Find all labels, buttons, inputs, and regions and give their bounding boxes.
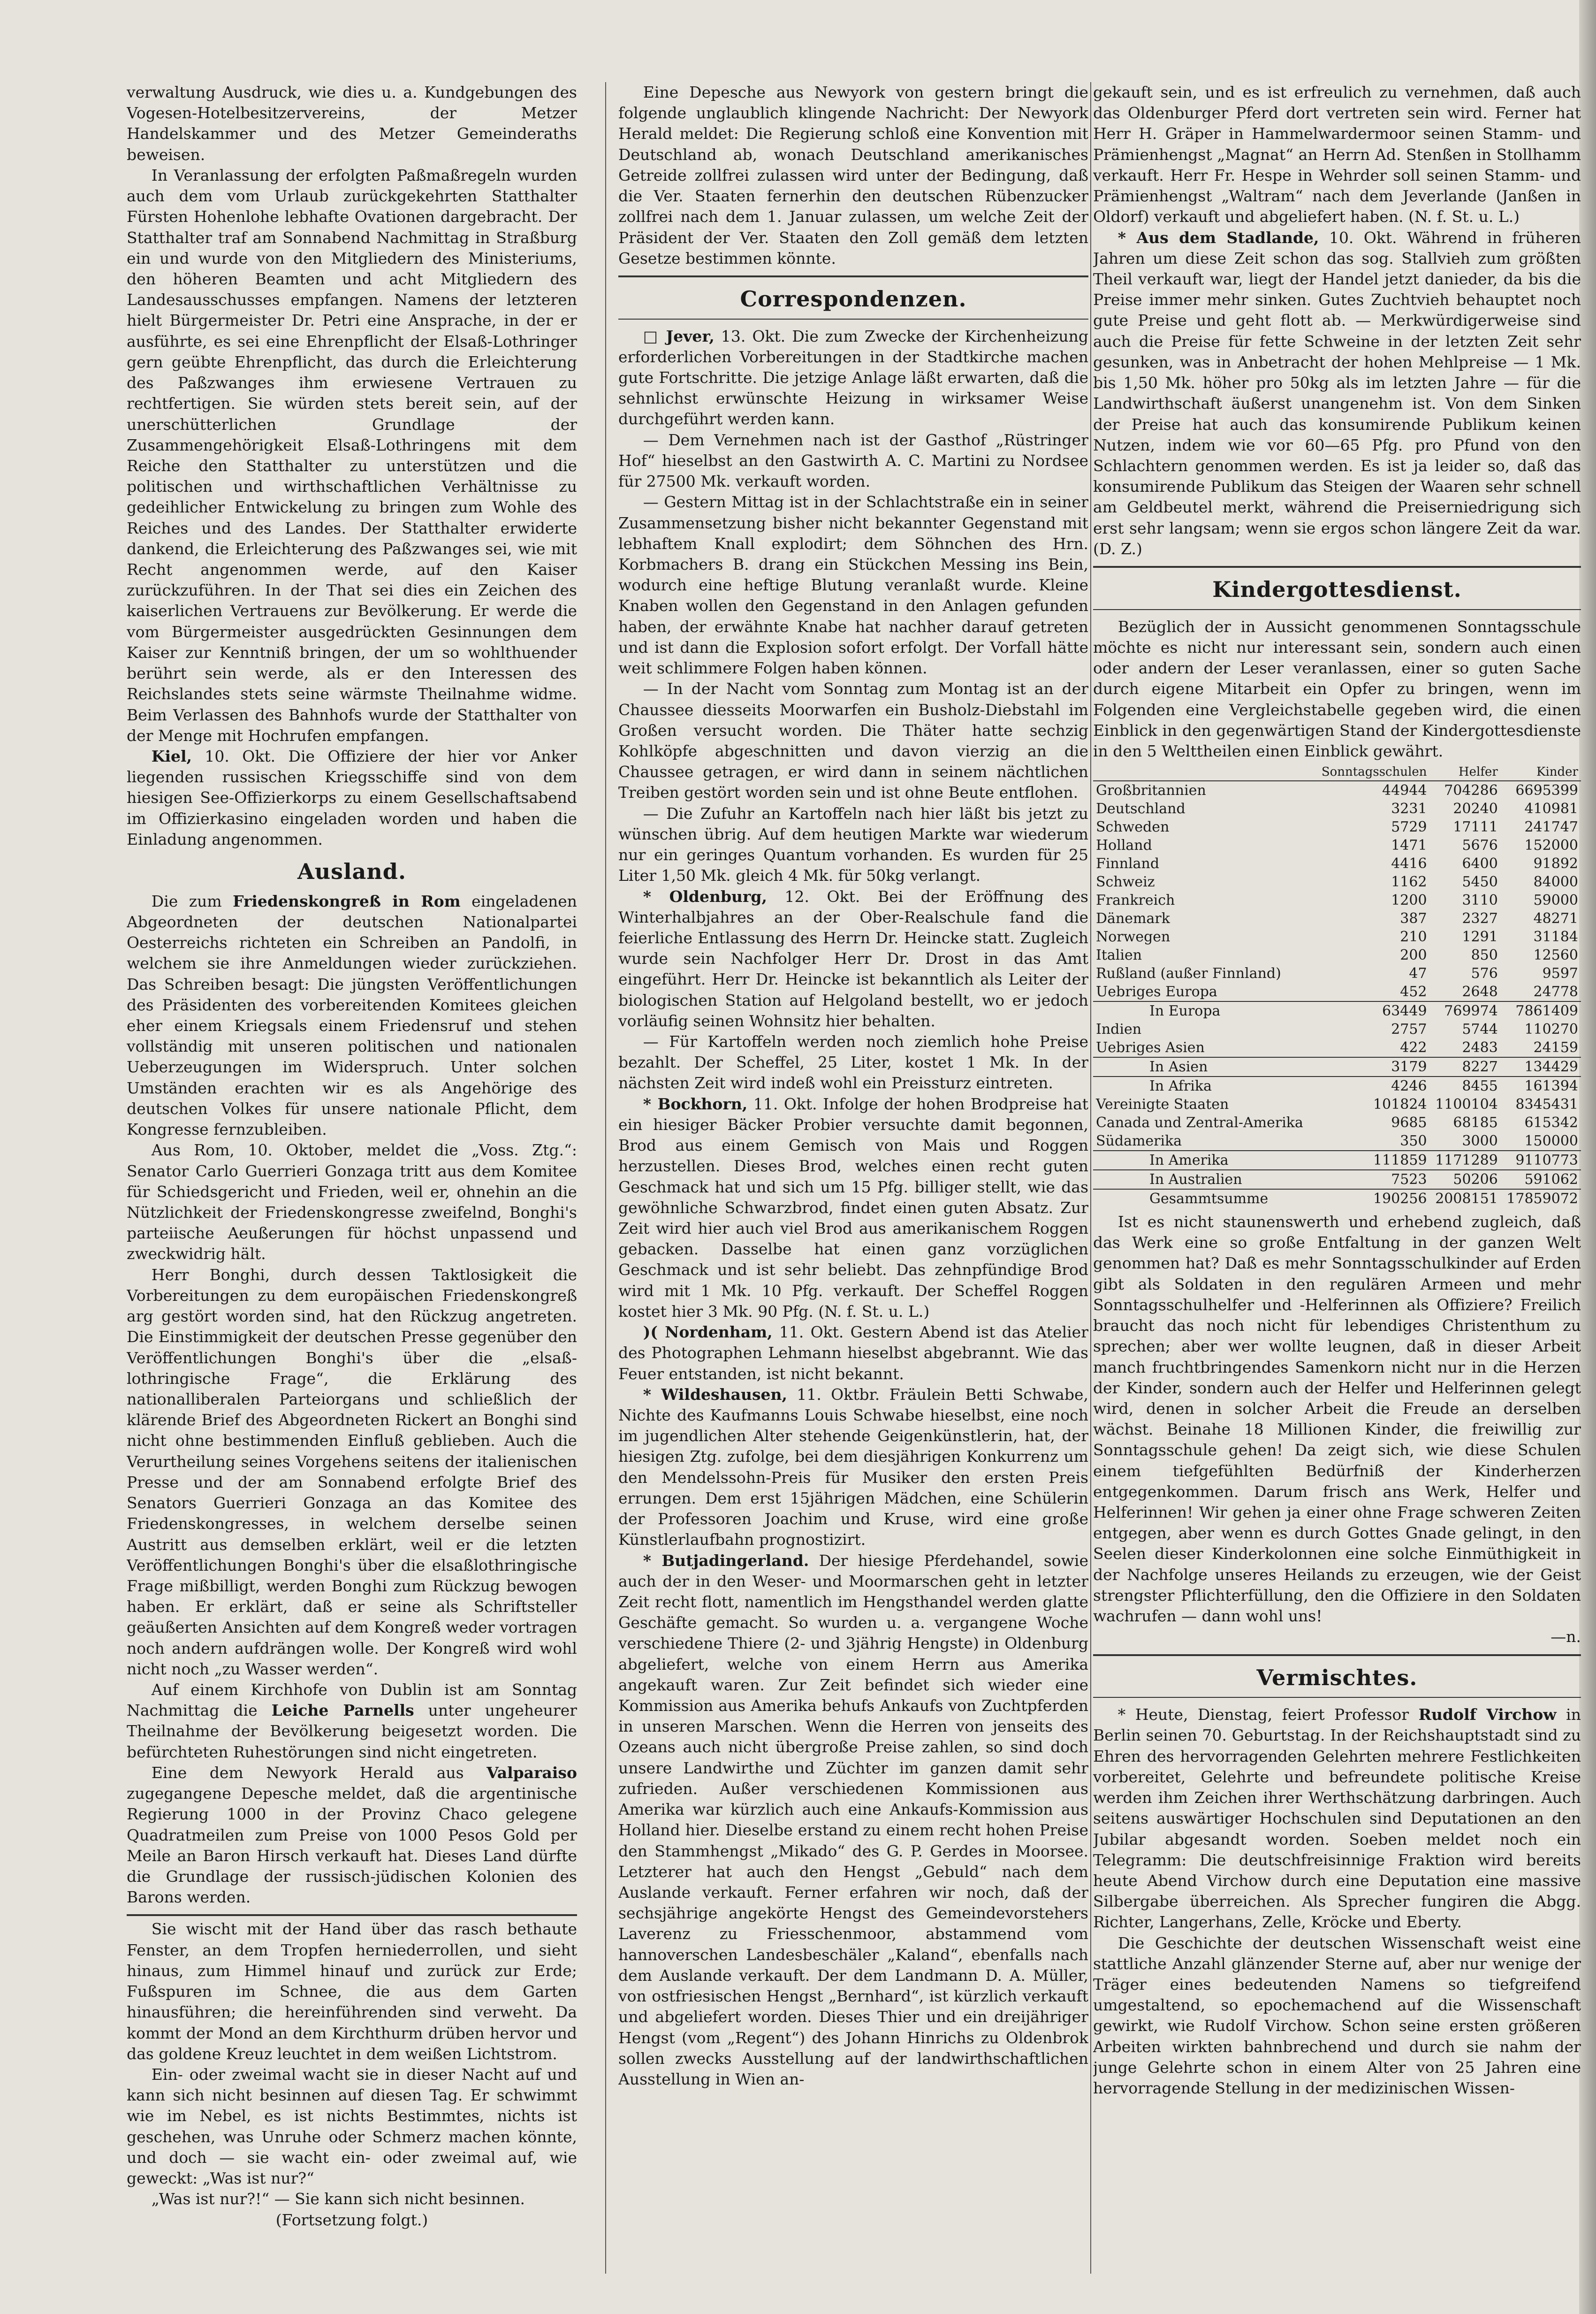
table-row — [1093, 1095, 1581, 1114]
table-cell-value: 134429 — [1501, 1057, 1581, 1077]
column-divider — [1090, 82, 1091, 2274]
article-paragraph: Herr Bonghi, durch dessen Taktlosigkeit die Vorbereitungen zu dem europäischen Friedenskongreß arg gestört worden sind, hat den Rückzug angetreten. Die Einstimmigkeit der deutschen Presse gegenüber den Veröffentlichungen Bonghi's über die „elsaß-lothringische Frage“, die Erklärung des nationalliberalen Parteiorgans und schließlich der klärende Brief des Abgeordneten Rickert an Bonghi sind nicht ohne bestimmenden Einfluß geblieben. Auch die Verurtheilung seines Vorgehens seitens der italienischen Presse und der am Sonnabend erfolgte Brief des Senators Guerrieri Gonzaga an das Komitee des Friedenskongresses, in welchem derselbe seinen Austritt aus demselben erklärt, weil er die letzten Veröffentlichungen Bonghi's über die elsaßlothringische Frage mißbilligt, werden Bonghi zum Rückzug bewogen haben. Er erklärt, daß er seine als Schriftsteller geäußerten Ansichten auf dem Kongreß weder vortragen noch andern aufdrängen wolle. Der Kongreß wird wohl nicht noch „zu Wasser werden“. — [127, 1265, 577, 1678]
article-text: 10. Okt. Die Offiziere der hier vor Anker liegenden russischen Kriegsschiffe sind von dem hiesigen See-Offizierkorps zu einem Gesellschaftsabend im Offizierkasino eingeladen worden und haben die Einladung angenommen. — [127, 747, 577, 848]
table-row — [1093, 946, 1581, 964]
table-cell-value: 3110 — [1462, 892, 1498, 909]
table-cell-label: Norwegen — [1096, 928, 1170, 945]
table-cell-value: 6695399 — [1515, 782, 1578, 799]
table-header: Helfer — [1430, 764, 1501, 781]
table-cell-label: Deutschland — [1096, 800, 1186, 817]
table-cell-value: 152000 — [1524, 837, 1578, 854]
table-cell-value: 190256 — [1315, 1189, 1430, 1208]
article-paragraph — [618, 1094, 1088, 1322]
article-text: in Berlin seinen 70. Geburtstag. In der Reichshauptstadt sind zu Ehren des hervorragenden Gelehrten mehrere Festlichkeiten vorbereitet, Gelehrte und befreundete politische Kreise werden ihm Zeichen ihrer Werthschätzung darbringen. Auch seitens auswärtiger Hochschulen sind Deputationen an den Jubilar abgesandt worden. Soeben meldet noch ein Telegramm: Die deutschfreisinnige Fraktion wird bereits heute Abend Virchow durch eine Deputation eine massive Silbergabe überreichen. Als Sprecher fungiren die Abgg. Richter, Langerhans, Zelle, Kröcke und Eberty. — [1093, 1705, 1581, 1932]
table-cell-value: 1171289 — [1430, 1151, 1501, 1170]
article-text: Auf einem Kirchhofe von Dublin ist am Sonntag Nachmittag die — [127, 1680, 577, 1720]
column-3 — [1093, 82, 1581, 2278]
table-cell-value: 9685 — [1391, 1114, 1427, 1131]
table-cell-value: 2008151 — [1430, 1189, 1501, 1208]
section-rule — [618, 275, 1088, 277]
article-text: 13. Okt. Die zum Zwecke der Kirchenheizung erforderlichen Vorbereitungen in der Stadtkirche machen gute Fortschritte. Die jetzige Anlage läßt erwarten, daß die sehnlichst erwünschte Heizung in wirksamer Weise durchgeführt werden kann. — [618, 327, 1088, 428]
table-cell-label: Rußland (außer Finnland) — [1096, 965, 1281, 982]
article-text: * Heute, Dienstag, feiert Professor — [1117, 1705, 1419, 1724]
table-cell-value: 200 — [1400, 947, 1427, 963]
place-name: Kiel, — [151, 747, 192, 765]
article-paragraph: — Gestern Mittag ist in der Schlachtstraße ein in seiner Zusammensetzung bisher nicht bekannter Gegenstand mit lebhaftem Knall explodirt; dem Söhnchen des Hrn. Korbmachers B. drang ein Stückchen Messing ins Bein, wodurch eine heftige Blutung veranlaßt wurde. Kleine Knaben wollen den Gegenstand in den Anlagen gefunden haben, der erwähnte Knabe hat nachher darauf getreten und ist dann die Explosion sofort erfolgt. Der Vorfall hätte weit schlimmere Folgen haben können. — [618, 493, 1088, 678]
table-cell-value: 17111 — [1453, 818, 1498, 835]
article-paragraph — [127, 1763, 577, 1908]
article-text: Die zum — [151, 892, 233, 910]
table-cell-value: 576 — [1471, 965, 1498, 982]
article-paragraph: In Veranlassung der erfolgten Paßmaßregeln wurden auch dem vom Urlaub zurückgekehrten Statthalter Fürsten Hohenlohe lebhafte Ovationen dargebracht. Der Statthalter traf am Sonnabend Nachmittag in Straßburg ein und wurde von den Mitgliedern des Ministeriums, den höheren Beamten und acht Mitgliedern des Landesausschusses empfangen. Namens der letzteren hielt Bürgermeister Dr. Petri eine Ansprache, in der er ausführte, es sei eine Ehrenpflicht der Elsaß-Lothringer gern geübte Ehrenpflicht, das durch die Erleichterung des Paßzwanges ihm erwiesene Vertrauen zu rechtfertigen. Sie würden stets bereit sein, auf der unerschütterlichen Grundlage der Zusammengehörigkeit Elsaß-Lothringens mit dem Reiche den Statthalter zu unterstützen und die politischen und wirthschaftlichen Verhältnisse zu gedeihlicher Entwickelung zu bringen zum Wohle des Reiches und des Landes. Der Statthalter erwiderte dankend, die Erleichterung des Paßzwanges sei, wie mit Recht angenommen werde, auf den Kaiser zurückzuführen. In der That sei dies ein Zeichen des kaiserlichen Vertrauens zur Bevölkerung. Er werde die vom Bürgermeister ausgedrückten Gesinnungen dem Kaiser zur Kenntniß bringen, der um so wohlthuender berührt sein werde, als er den Interessen des Reichslandes stets seine wärmste Theilnahme widme. Beim Verlassen des Bahnhofs wurde der Statthalter von der Menge mit Hochrufen empfangen. — [127, 166, 577, 745]
table-cell-label: Italien — [1096, 947, 1142, 963]
article-paragraph: — Dem Vernehmen nach ist der Gasthof „Rüstringer Hof“ hieselbst an den Gastwirth A. C. Martini zu Nordsee für 27500 Mk. verkauft worden. — [618, 430, 1088, 491]
table-cell-value: 2327 — [1462, 910, 1498, 927]
column-1 — [127, 82, 577, 2278]
table-cell-value: 1200 — [1391, 892, 1427, 909]
table-cell-value: 5729 — [1391, 818, 1427, 835]
table-cell-value: 2757 — [1391, 1021, 1427, 1038]
table-subtotal-row — [1093, 1189, 1581, 1208]
article-paragraph — [127, 1680, 577, 1763]
table-cell-value: 4416 — [1391, 855, 1427, 872]
table-cell-label: Uebriges Asien — [1096, 1039, 1205, 1056]
article-paragraph — [1093, 228, 1581, 560]
table-cell-value: 5744 — [1462, 1021, 1498, 1038]
signature: —n. — [1550, 1627, 1581, 1646]
table-subtotal-row — [1093, 1077, 1581, 1095]
table-row — [1093, 781, 1581, 800]
feuilleton-paragraph: Ein- oder zweimal wacht sie in dieser Nacht auf und kann sich nicht besinnen auf diesen Tag. Er schwimmt wie im Nebel, es ist nichts Bestimmtes, nichts ist geschehen, was Unruhe oder Schmerz machen könnte, und doch — sie wacht ein- oder zweimal auf, wie geweckt: „Was ist nur?“ — [127, 2065, 577, 2188]
continuation-note: (Fortsetzung folgt.) — [275, 2210, 428, 2229]
article-paragraph — [618, 1550, 1088, 2090]
table-cell-label: Schweden — [1096, 818, 1170, 835]
article-text: 11. Okt. Infolge der hohen Brodpreise hat ein hiesiger Bäcker Probier versuchte damit begonnen, Brod aus einem Gemisch von Mais und Roggen herzustellen. Dieses Brod, welches einen recht guten Geschmack hat und sich um 15 Pfg. billiger stellt, wie das gewöhnliche Schwarzbrod, findet einen guten Absatz. Zur Zeit wird hier auch viel Brod aus amerikanischem Roggen gebacken. Dasselbe hat einen ganz vorzüglichen Geschmack und ist sehr beliebt. Das zehnpfündige Brod wird mit 1 Mk. 10 Pfg. verkauft. Der Scheffel Roggen kostet hier 3 Mk. 90 Pfg. (N. f. St. u. L.) — [618, 1094, 1088, 1321]
bold-phrase: Valparaiso — [486, 1763, 577, 1782]
article-paragraph — [618, 326, 1088, 430]
table-row — [1093, 1132, 1581, 1151]
table-row — [1093, 909, 1581, 928]
article-paragraph — [127, 746, 577, 850]
table-cell-label: Dänemark — [1096, 910, 1170, 927]
article-text: eingeladenen Abgeordneten der deutschen Nationalpartei Oesterreichs richteten ein Schreiben an Pandolfi, in welchem sie ihre Anmeldungen wieder zurückziehen. Das Schreiben besagt: Die jüngsten Veröffentlichungen des Präsidenten des vorbereitenden Komitees gleichen eher einem Kriegsals einem Friedensruf und stehen vollständig mit unseren politischen und nationalen Ueberzeugungen im Widerspruch. Unter solchen Umständen erachten wir es als Angehörige des deutschen Volkes für unsere nationale Pflicht, dem Kongresse fernzubleiben. — [127, 892, 577, 1139]
table-cell-value: 1291 — [1462, 928, 1498, 945]
table-cell-value: 3179 — [1315, 1057, 1430, 1077]
table-header — [1093, 764, 1315, 781]
table-cell-value: 17859072 — [1501, 1189, 1581, 1208]
table-cell-value: 6400 — [1462, 855, 1498, 872]
place-name: * Aus dem Stadlande, — [1117, 228, 1319, 247]
table-cell-label: Gesammtsumme — [1093, 1189, 1315, 1208]
table-cell-label: Indien — [1096, 1021, 1142, 1038]
table-cell-value: 101824 — [1373, 1096, 1427, 1113]
article-text: 10. Okt. Während in früheren Jahren um diese Zeit schon das sog. Stallvieh zum größten Theil verkauft war, liegt der Handel jetzt danieder, da bis die Preise immer mehr sinken. Gutes Zuchtvieh behauptet noch gute Preise und geht flott ab. — Merkwürdigerweise sind auch die Preise für fette Schweine in der letzten Zeit sehr gesunken, was in Anbetracht der hohen Mehlpreise — 1 Mk. bis 1,50 Mk. höher pro 50kg als im letzten Jahre — für die Landwirthschaft äußerst unangenehm ist. Von dem Sinken der Preise hat auch das konsumirende Publikum keinen Nutzen, indem wie vor 60—65 Pfg. pro Pfund von den Schlachtern genommen werden. Es ist ja leider so, daß das konsumirende Publikum das Steigen der Waaren sehr schnell am Geldbeutel merkt, während die Preiserniedrigung sich erst sehr langsam; wenn sie ergos schon längere Zeit da war. (D. Z.) — [1093, 228, 1581, 558]
table-cell-label: Vereinigte Staaten — [1096, 1096, 1229, 1113]
article-paragraph — [618, 1322, 1088, 1384]
table-cell-value: 12560 — [1533, 947, 1578, 963]
table-body — [1093, 781, 1581, 1208]
table-row — [1093, 873, 1581, 891]
article-paragraph — [618, 886, 1088, 1032]
table-cell-value: 2483 — [1462, 1039, 1498, 1056]
article-text: 12. Okt. Bei der Eröffnung des Winterhalbjahres an der Ober-Realschule fand die feierliche Entlassung des Herrn Dr. Heincke statt. Zugleich wurde sein Nachfolger Herr Dr. Drost in das Amt eingeführt. Herr Dr. Heincke ist bekanntlich als Leiter der biologischen Station auf Helgoland bestellt, wo er jedoch vorläufig seinen Wohnsitz hier behalten. — [618, 887, 1088, 1030]
feuilleton-divider — [127, 1914, 577, 1916]
table-cell-value: 350 — [1400, 1132, 1427, 1149]
article-text: 11. Okt. Gestern Abend ist das Atelier des Photographen Lehmann hieselbst abgebrannt. Wie das Feuer entstanden, ist nicht bekannt. — [618, 1323, 1088, 1383]
table-cell-value: 91892 — [1533, 855, 1578, 872]
table-cell-value: 68185 — [1453, 1114, 1498, 1131]
table-row — [1093, 800, 1581, 818]
feuilleton-paragraph: „Was ist nur?!“ — Sie kann sich nicht besinnen. — [151, 2190, 525, 2208]
table-cell-value: 615342 — [1524, 1114, 1578, 1131]
table-cell-value: 410981 — [1524, 800, 1578, 817]
article-paragraph: Eine Depesche aus Newyork von gestern bringt die folgende unglaublich klingende Nachricht: Der Newyork Herald meldet: Die Regierung schloß eine Konvention mit Deutschland ab, wonach Deutschland amerikanisches Getreide zollfrei zulassen wird unter der Bedingung, daß die Ver. Staaten fernerhin den deutschen Rübenzucker zollfrei nach dem 1. Januar zulassen, um welche Zeit der Präsident der Ver. Staaten den Zoll gemäß dem letzten Gesetze bestimmen könnte. — [618, 83, 1088, 267]
table-cell-value: 110270 — [1524, 1021, 1578, 1038]
table-cell-value: 210 — [1400, 928, 1427, 945]
table-header-row — [1093, 764, 1581, 781]
table-cell-label: Frankreich — [1096, 892, 1175, 909]
table-header: Kinder — [1501, 764, 1581, 781]
article-text: Eine dem Newyork Herald aus — [151, 1763, 487, 1782]
article-paragraph: — In der Nacht vom Sonntag zum Montag ist an der Chaussee diesseits Moorwarfen ein Busholz-Diebstahl im Großen versucht worden. Die Thäter hatte sechzig Kohlköpfe abgeschnitten und davon vierzig an die Chaussee getragen, er wird dann in seinem nächtlichen Treiben gestört worden sein und ist ohne Beute entflohen. — [618, 680, 1088, 802]
table-row — [1093, 964, 1581, 983]
section-rule — [1093, 609, 1581, 610]
table-cell-value: 5676 — [1462, 837, 1498, 854]
table-subtotal-row — [1093, 1057, 1581, 1077]
article-text: zugegangene Depesche meldet, daß die argentinische Regierung 1000 in der Provinz Chaco gelegene Quadratmeilen zum Preise von 1000 Pesos Gold per Meile an Baron Hirsch verkauft hat. Dieses Land dürfte die Grundlage der russisch-jüdischen Kolonien des Barons werden. — [127, 1784, 577, 1907]
place-name: * Oldenburg, — [643, 887, 767, 906]
table-cell-label: In Amerika — [1093, 1151, 1315, 1170]
table-cell-value: 161394 — [1501, 1077, 1581, 1095]
table-row — [1093, 928, 1581, 946]
table-cell-value: 47 — [1409, 965, 1427, 982]
table-cell-value: 241747 — [1524, 818, 1578, 835]
place-name: * Bockhorn, — [643, 1094, 748, 1113]
table-cell-value: 850 — [1471, 947, 1498, 963]
table-cell-value: 9597 — [1542, 965, 1578, 982]
article-paragraph — [1093, 1704, 1581, 1932]
article-paragraph: verwaltung Ausdruck, wie dies u. a. Kundgebungen des Vogesen-Hotelbesitzervereins, der Metzer Handelskammer und des Metzer Gemeinderaths beweisen. — [127, 83, 577, 164]
table-subtotal-row — [1093, 1170, 1581, 1189]
table-cell-value: 63449 — [1315, 1001, 1430, 1020]
article-text: unter ungeheurer Theilnahme der Bevölkerung beigesetzt worden. Die befürchteten Ruhestörungen sind nicht eingetreten. — [127, 1701, 577, 1761]
table-cell-value: 1162 — [1391, 873, 1427, 890]
table-cell-label: In Asien — [1093, 1057, 1315, 1077]
table-row — [1093, 818, 1581, 836]
article-paragraph — [618, 1384, 1088, 1550]
table-cell-label: Canada und Zentral-Amerika — [1096, 1114, 1303, 1131]
section-rule — [1093, 1697, 1581, 1698]
table-cell-value: 44944 — [1382, 782, 1427, 799]
article-text: 11. Oktbr. Fräulein Betti Schwabe, Nichte des Kaufmanns Louis Schwabe hieselbst, eine noch im jugendlichen Alter stehende Geigenkünstlerin, hat, der hiesigen Ztg. zufolge, bei dem diesjährigen Konkurrenz um den Mendelssohn-Preis für Musiker den ersten Preis errungen. Dem erst 15jährigen Mädchen, eine Schülerin der Professoren Joachim und Kruse, wird eine große Künstlerlaufbahn prognostizirt. — [618, 1385, 1088, 1549]
table-row — [1093, 891, 1581, 909]
table-cell-label: Großbritannien — [1096, 782, 1206, 799]
table-cell-label: In Afrika — [1093, 1077, 1315, 1095]
bold-phrase: Rudolf Virchow — [1418, 1705, 1557, 1724]
table-subtotal-row — [1093, 1151, 1581, 1170]
table-cell-value: 8227 — [1430, 1057, 1501, 1077]
section-heading-kindergottesdienst: Kindergottesdienst. — [1212, 577, 1462, 603]
table-cell-value: 20240 — [1453, 800, 1498, 817]
section-rule — [1093, 1654, 1581, 1656]
table-cell-value: 111859 — [1315, 1151, 1430, 1170]
section-rule — [1093, 566, 1581, 568]
section-rule — [618, 319, 1088, 320]
bold-phrase: Friedenskongreß in Rom — [233, 892, 461, 910]
table-cell-value: 387 — [1400, 910, 1427, 927]
article-text: Der hiesige Pferdehandel, sowie auch der in den Weser- und Moormarschen geht in letzter Zeit recht flott, namentlich im Hengsthandel werden glatte Geschäfte gemacht. So wurden u. a. vergangene Woche verschiedene Thiere (2- und 3jährig Hengste) in Oldenburg abgeliefert, welche von einem Herrn aus Amerika angekauft waren. Zur Zeit befindet sich wieder eine Kommission aus Amerika behufs Ankaufs von Zuchtpferden in unseren Marschen. Wenn die Herren von jenseits des Ozeans auch nicht übergroße Preise zahlen, so sind doch unsere Landwirthe und Züchter im ganzen damit sehr zufrieden. Außer verschiedenen Kommissionen aus Amerika war kürzlich auch eine Ankaufs-Kommission aus Holland hier. Dieselbe erstand zu einem recht hohen Preise den Stammhengst „Mikado“ des G. P. Gerdes in Moorsee. Letzterer hat auch den Hengst „Gebuld“ nach dem Auslande verkauft. Ferner erfahren wir noch, daß der sechsjährige angekörte Hengst des Gemeindevorstehers Laverenz zu Friesschenmoor, abstammend vom hannoverschen Landesbeschäler „Kaland“, ebenfalls nach dem Auslande verkauft. Der dem Landmann D. A. Müller, von ostfriesischen Hengst „Bernhard“, ist kürzlich verkauft und abgeliefert worden. Dieses Thier und ein dreijähriger Hengst (vom „Regent“) des Johann Hinrichs zu Oldenbrok sollen zwecks Ausstellung auf der landwirthschaftlichen Ausstellung in Wien an- — [618, 1551, 1088, 2088]
table-row — [1093, 983, 1581, 1001]
table-cell-label: Holland — [1096, 837, 1152, 854]
section-heading-ausland: Ausland. — [297, 859, 406, 885]
place-name: * Butjadingerland. — [643, 1551, 809, 1570]
table-cell-label: Südamerika — [1096, 1132, 1182, 1149]
table-cell-label: Schweiz — [1096, 873, 1155, 890]
article-paragraph: — Für Kartoffeln werden noch ziemlich hohe Preise bezahlt. Der Scheffel, 25 Liter, kostet 1 Mk. In der nächsten Zeit wird indeß wohl ein Preissturz eintreten. — [618, 1032, 1088, 1092]
table-row — [1093, 855, 1581, 873]
table-cell-value: 24159 — [1533, 1039, 1578, 1056]
table-cell-value: 50206 — [1430, 1170, 1501, 1189]
table-cell-value: 769974 — [1430, 1001, 1501, 1020]
table-cell-value: 48271 — [1533, 910, 1578, 927]
article-paragraph: Aus Rom, 10. Oktober, meldet die „Voss. Ztg.“: Senator Carlo Guerrieri Gonzaga tritt aus dem Komitee für Schiedsgericht und Frieden, weil er, ohnehin an die Nützlichkeit der Friedenskongresse zweifelnd, Bonghi's parteiische Aeußerungen für höchst unpassend und zweckwidrig hält. — [127, 1141, 577, 1263]
page-edge — [1579, 0, 1596, 2314]
table-row — [1093, 836, 1581, 855]
table-cell-value: 7861409 — [1501, 1001, 1581, 1020]
table-cell-value: 2648 — [1462, 983, 1498, 1000]
table-cell-label: In Australien — [1093, 1170, 1315, 1189]
section-heading-vermischtes: Vermischtes. — [1256, 1665, 1418, 1690]
column-2 — [618, 82, 1088, 2278]
table-cell-value: 1100104 — [1435, 1096, 1498, 1113]
table-cell-value: 150000 — [1524, 1132, 1578, 1149]
table-subtotal-row — [1093, 1001, 1581, 1020]
article-paragraph: Bezüglich der in Aussicht genommenen Sonntagsschule möchte es nicht nur interessant sein, sondern auch einen oder andern der Leser veranlassen, einer so guten Sache durch eigene Mitarbeit ein Opfer zu bringen, wenn im Folgenden eine Vergleichstabelle gegeben wird, die einen Einblick in den gegenwärtigen Stand der Kindergottesdienste in den 5 Welttheilen einen Einblick gewährt. — [1093, 617, 1581, 760]
column-divider — [605, 82, 606, 2274]
table-cell-label: In Europa — [1093, 1001, 1315, 1020]
table-cell-value: 5450 — [1462, 873, 1498, 890]
place-name: * Wildeshausen, — [643, 1385, 788, 1404]
table-cell-value: 3000 — [1462, 1132, 1498, 1149]
table-cell-value: 24778 — [1533, 983, 1578, 1000]
table-cell-value: 3231 — [1391, 800, 1427, 817]
bold-phrase: Leiche Parnells — [271, 1701, 414, 1720]
feuilleton-paragraph: Sie wischt mit der Hand über das rasch bethaute Fenster, an dem Tropfen herniederrollen, und sieht hinaus, zum Himmel hinauf und zurück zur Erde; Fußspuren im Schnee, die aus dem Garten hinausführen; die hereinführenden sind verweht. Da kommt der Mond an dem Kirchthurm drüben hervor und das goldene Kreuz leuchtet in dem weißen Lichtstrom. — [127, 1920, 577, 2063]
square-mark-icon: □ — [643, 327, 660, 345]
table-cell-value: 84000 — [1533, 873, 1578, 890]
table-cell-value: 31184 — [1533, 928, 1578, 945]
place-name: Jever, — [666, 327, 714, 345]
article-paragraph: Die Geschichte der deutschen Wissenschaft weist eine stattliche Anzahl glänzender Sterne auf, aber nur wenige der Träger eines bedeutenden Namens so tiefgreifend umgestaltend, so epochemachend auf die Wissenschaft gewirkt, wie Rudolf Virchow. Schon seine ersten größeren Arbeiten wirkten bahnbrechend und durch sie nahm der junge Gelehrte schon in einem Alter von 25 Jahren eine hervorragende Stellung in der medizinischen Wissen- — [1093, 1933, 1581, 2098]
table-row — [1093, 1020, 1581, 1039]
article-paragraph: gekauft sein, und es ist erfreulich zu vernehmen, daß auch das Oldenburger Pferd dort vertreten sein wird. Ferner hat Herr H. Gräper in Hammelwardermoor seinen Stamm- und Prämienhengst „Magnat“ an Herrn Ad. Stenßen in Stollhamm verkauft. Herr Fr. Hespe in Wehrder soll seinen Stamm- und Prämienhengst „Waltram“ nach dem Jeverlande (Janßen in Oldorf) verkauft und abgeliefert haben. (N. f. St. u. L.) — [1093, 83, 1581, 226]
article-paragraph: — Die Zufuhr an Kartoffeln nach hier läßt bis jetzt zu wünschen übrig. Auf dem heutigen Markte war wiederum nur ein geringes Quantum vorhanden. Es wurden für 25 Liter 1,50 Mk. gleich 4 Mk. für 50kg verlangt. — [618, 804, 1088, 885]
table-cell-value: 8455 — [1430, 1077, 1501, 1095]
sunday-school-statistics-table — [1093, 764, 1581, 1208]
table-cell-value: 59000 — [1533, 892, 1578, 909]
article-paragraph — [127, 891, 577, 1140]
table-cell-value: 7523 — [1315, 1170, 1430, 1189]
table-row — [1093, 1114, 1581, 1132]
table-cell-value: 591062 — [1501, 1170, 1581, 1189]
table-cell-value: 704286 — [1444, 782, 1498, 799]
article-paragraph: Ist es nicht staunenswerth und erhebend zugleich, daß das Werk eine so große Entfaltung in der ganzen Welt genommen hat? Daß es mehr Sonntagsschulkinder auf Erden gibt als Soldaten in den regulären Armeen und mehr Sonntagsschulhelfer und -Helferinnen als Offiziere? Freilich braucht das noch nicht für lebendiges Christenthum zu sprechen; aber wer wollte leugnen, daß in dieser Arbeit manch fruchtbringendes Samenkorn nicht nur in die Herzen der Kinder, sondern auch der Helfer und Helferinnen gelegt wird, denen in solcher Arbeit die Freude an derselben wächst. Beinahe 18 Millionen Kinder, die freiwillig zur Sonntagsschule gehen! Da zeigt sich, wie diese Schulen einem tiefgefühlten Bedürfniß der Kinderherzen entgegenkommen. Darum frisch ans Werk, Helfer und Helferinnen! Wir gehen ja einer ohne Frage schweren Zeiten entgegen, aber wenn es durch Gottes Gnade gelingt, in den Seelen dieser Kinderkolonnen eine solche Einmüthigkeit in der Nachfolge unseres Heilands zu erzeugen, wie der Geist strengster Pflichterfüllung, den die Offiziere in den Soldaten wachrufen — dann wohl uns! — [1093, 1212, 1581, 1626]
table-cell-label: Uebriges Europa — [1096, 983, 1217, 1000]
table-cell-value: 452 — [1400, 983, 1427, 1000]
table-cell-label: Finnland — [1096, 855, 1160, 872]
place-name: )( Nordenham, — [643, 1323, 773, 1342]
table-cell-value: 9110773 — [1501, 1151, 1581, 1170]
table-header: Sonntagsschulen — [1315, 764, 1430, 781]
table-cell-value: 1471 — [1391, 837, 1427, 854]
table-row — [1093, 1039, 1581, 1057]
table-cell-value: 8345431 — [1515, 1096, 1578, 1113]
table-cell-value: 422 — [1400, 1039, 1427, 1056]
table-cell-value: 4246 — [1315, 1077, 1430, 1095]
section-heading-correspondenzen: Correspondenzen. — [740, 286, 967, 312]
